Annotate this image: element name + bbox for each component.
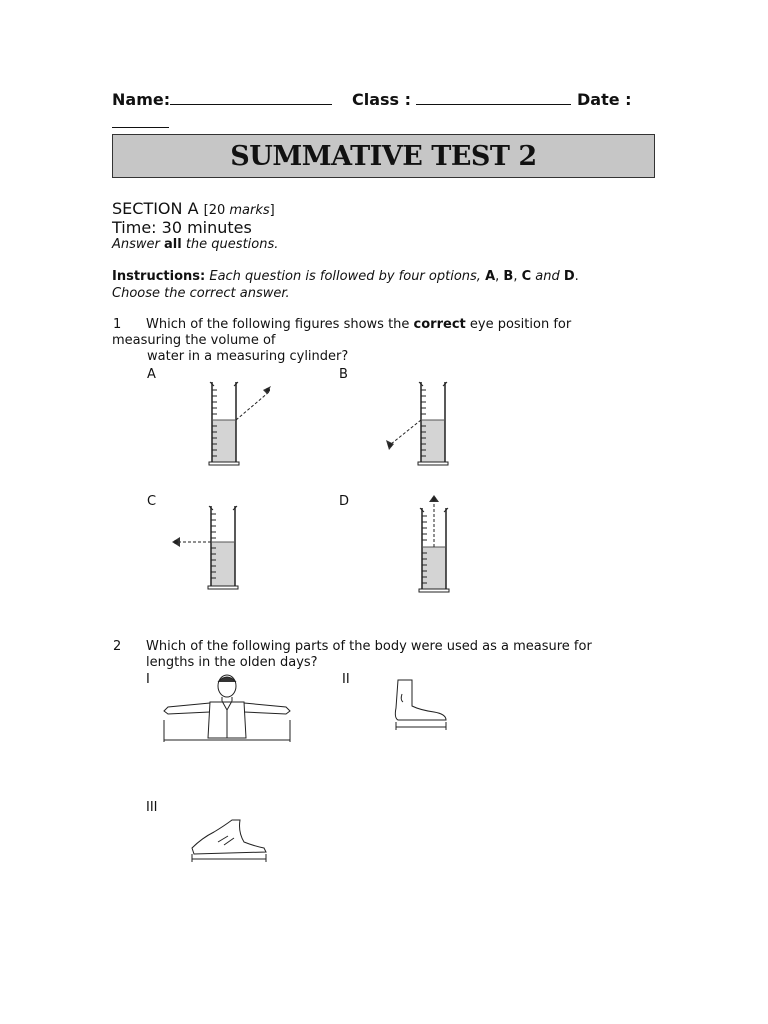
q1-option-d-label: D	[339, 494, 350, 509]
instructions-label: Instructions:	[112, 269, 206, 284]
section-marks: [20 marks]	[203, 203, 275, 218]
time-limit: Time: 30 minutes	[112, 218, 252, 237]
eye-icon	[172, 537, 180, 547]
cylinder-d	[419, 502, 449, 592]
instructions-line-1: Instructions: Each question is followed by four options, A, B, C and D.	[112, 269, 579, 284]
eye-icon	[386, 440, 394, 450]
q1-option-c-label: C	[147, 494, 157, 509]
q1-figure-a	[205, 380, 280, 470]
q1-option-b-label: B	[339, 367, 348, 382]
q2-option-ii-label: II	[342, 672, 350, 687]
class-blank[interactable]	[416, 90, 571, 105]
name-field	[112, 90, 332, 109]
answer-instruction: Answer all the questions.	[112, 237, 279, 252]
cylinder-b	[391, 382, 448, 465]
section-label: SECTION A	[112, 199, 199, 218]
q1-line-2: measuring the volume of	[112, 333, 276, 348]
q1-line-1: Which of the following figures shows the correct eye position for	[146, 317, 572, 332]
class-label: Class :	[352, 90, 412, 109]
q1-line-3: water in a measuring cylinder?	[147, 349, 349, 364]
q2-figure-hand-span	[188, 818, 270, 866]
title-box	[112, 134, 655, 178]
date-label: Date :	[577, 90, 632, 109]
eye-icon	[263, 386, 271, 394]
q2-figure-arm-span	[160, 670, 295, 745]
cylinder-a	[209, 382, 269, 465]
hand-on-surface	[192, 820, 266, 854]
name-label: Name:	[112, 90, 171, 109]
instructions-line-2: Choose the correct answer.	[112, 286, 290, 301]
q2-number: 2	[113, 639, 122, 654]
eye-icon	[429, 495, 439, 502]
date-field	[577, 90, 632, 109]
q1-figure-b	[383, 380, 453, 470]
foot-measure-line	[396, 722, 446, 730]
q1-figure-c	[168, 504, 243, 594]
class-field	[352, 90, 571, 109]
q2-line-2: lengths in the olden days?	[146, 655, 318, 670]
q1-number: 1	[113, 317, 122, 332]
person-arms-outstretched	[164, 675, 290, 738]
page-title: SUMMATIVE TEST 2	[230, 140, 537, 172]
section-heading	[112, 199, 275, 218]
q1-figure-d	[415, 492, 460, 597]
date-blank[interactable]	[112, 113, 169, 128]
foot-side-view	[395, 680, 446, 720]
cylinder-c	[180, 506, 238, 589]
q1-option-a-label: A	[147, 367, 156, 382]
q2-option-iii-label: III	[146, 800, 158, 815]
q2-option-i-label: I	[146, 672, 150, 687]
q2-line-1: Which of the following parts of the body were used as a measure for	[146, 639, 592, 654]
q2-figure-foot	[390, 678, 452, 736]
hand-span-measure-line	[192, 854, 266, 862]
name-blank[interactable]	[170, 90, 332, 105]
